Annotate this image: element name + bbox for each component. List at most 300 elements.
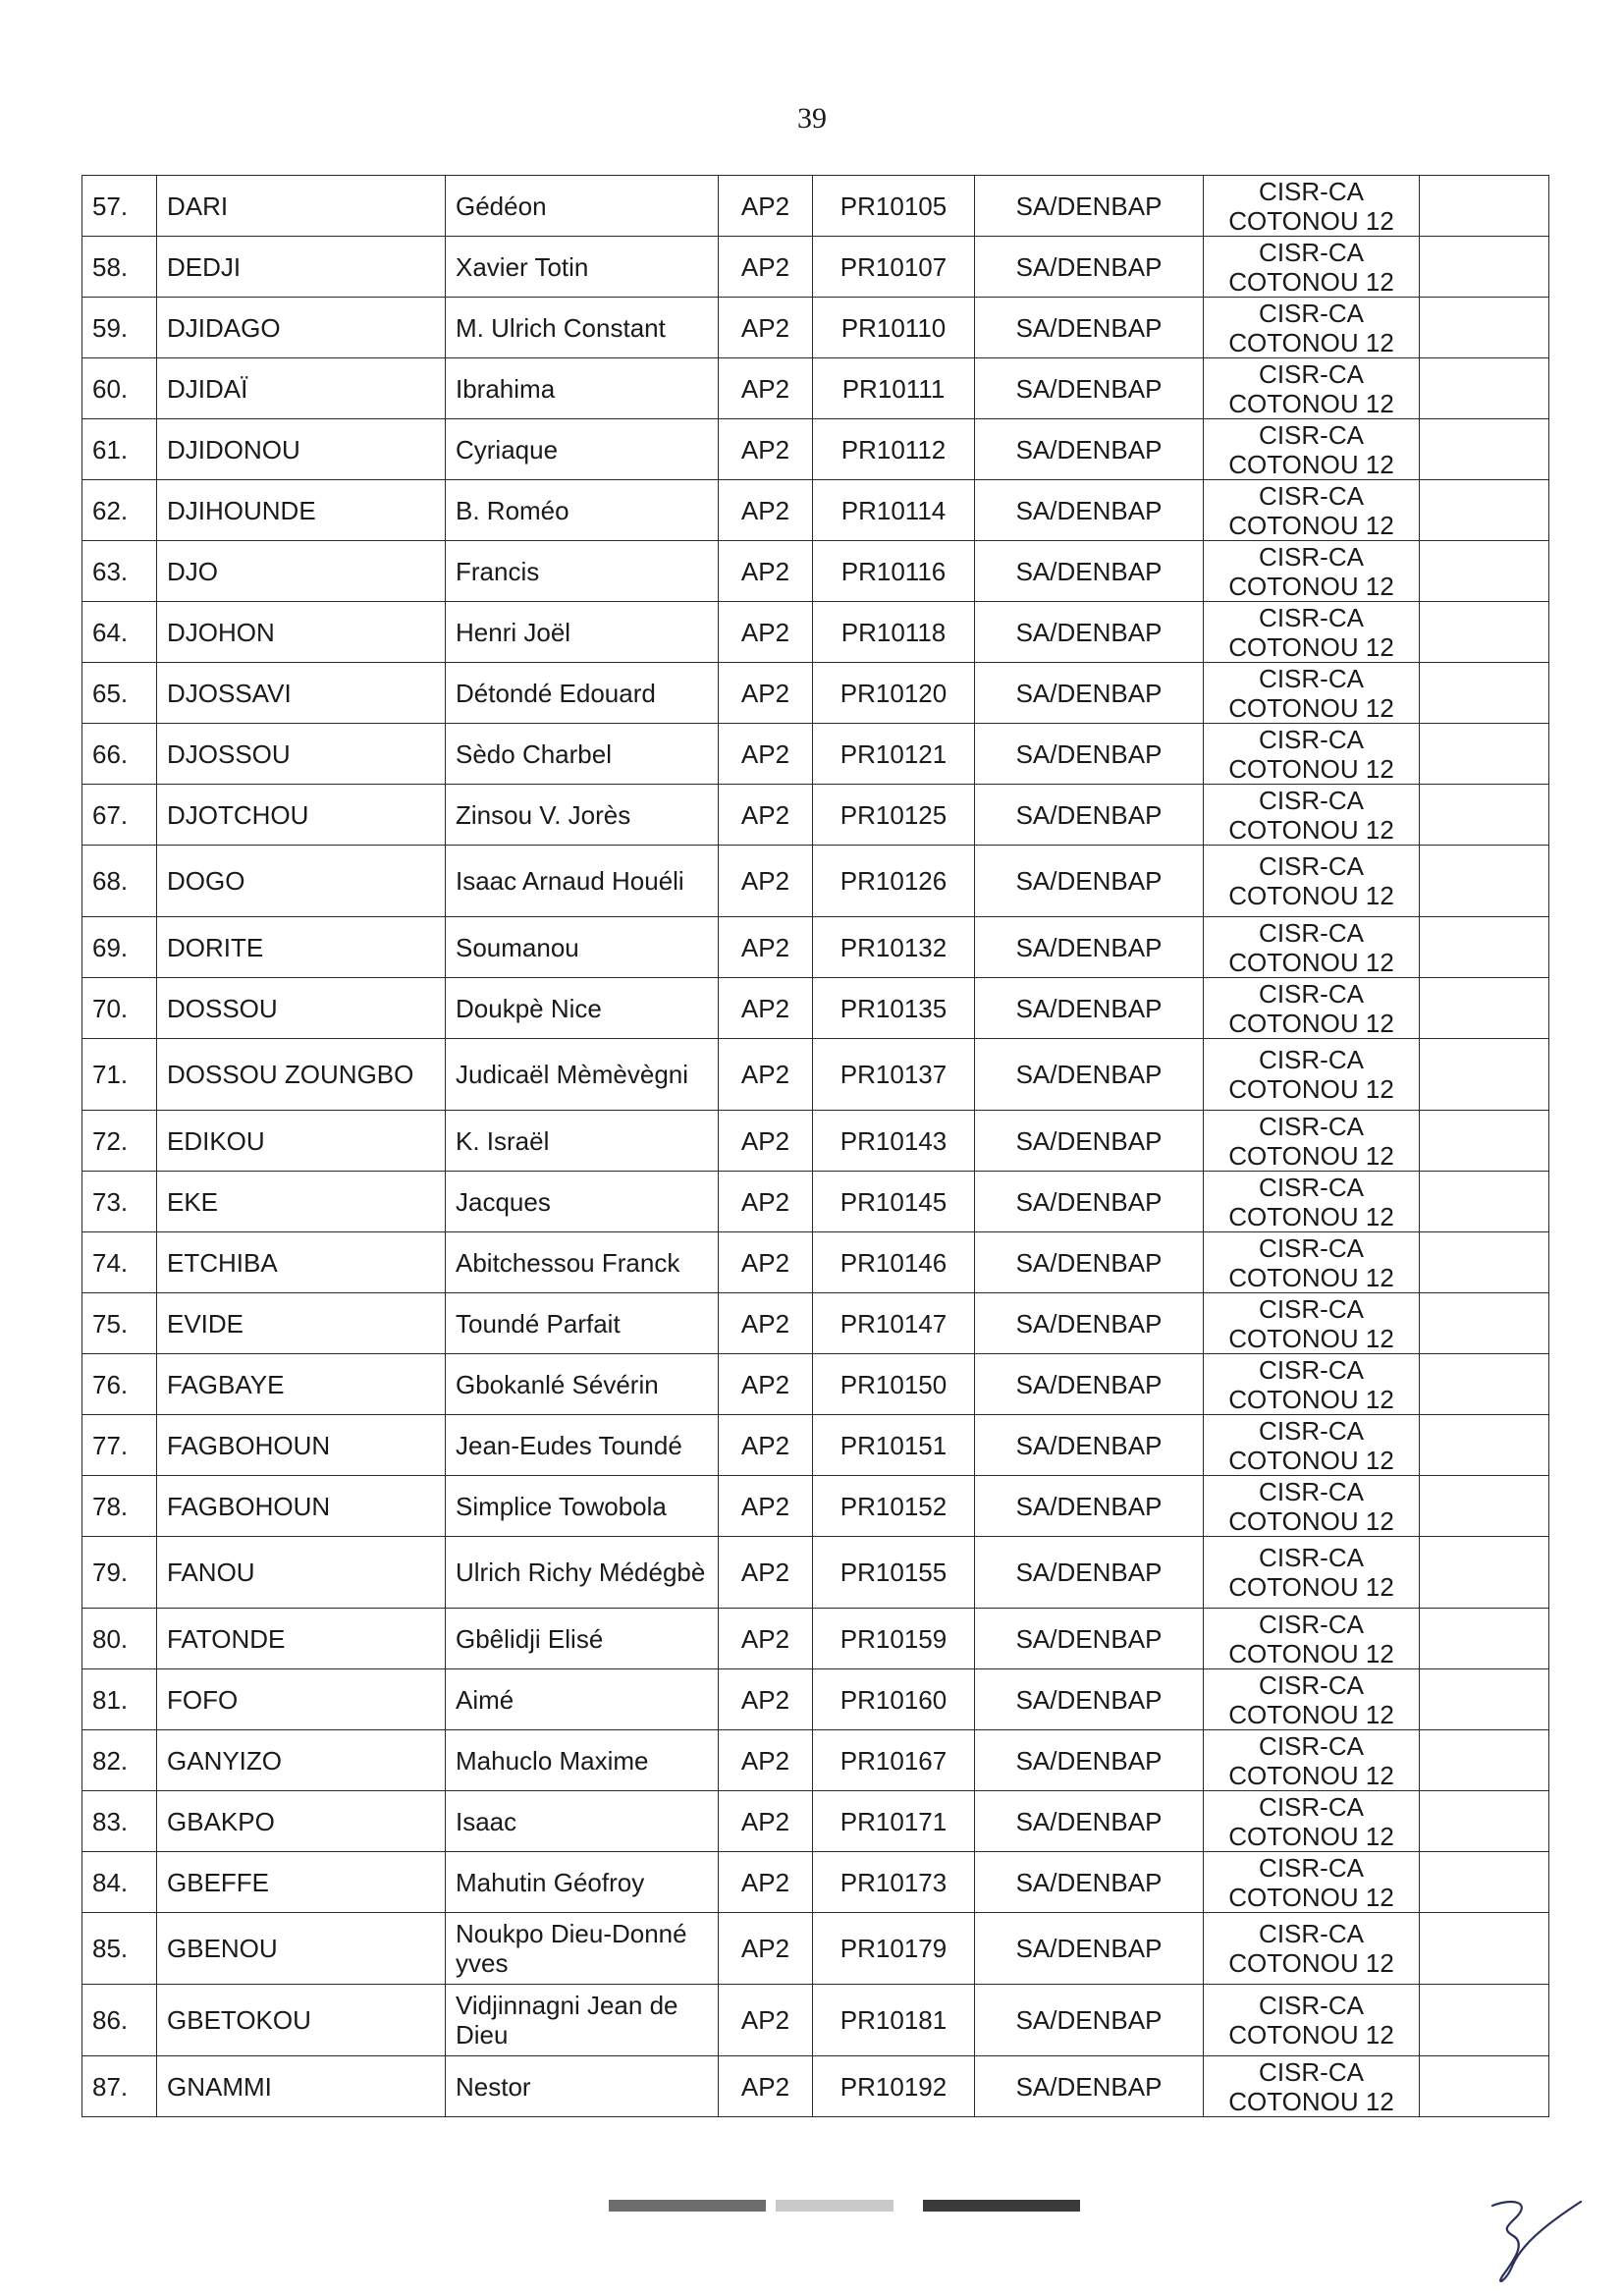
direction-cell: SA/DENBAP bbox=[975, 1609, 1204, 1669]
centre-cell bbox=[1204, 978, 1420, 1039]
category-cell: AP2 bbox=[719, 1232, 813, 1293]
category-cell: AP2 bbox=[719, 1111, 813, 1172]
centre-cell bbox=[1204, 1913, 1420, 1985]
firstnames-cell: B. Roméo bbox=[446, 480, 719, 541]
firstnames-cell: Isaac bbox=[446, 1791, 719, 1852]
centre-line: CISR-CA bbox=[1259, 663, 1364, 693]
matricule-cell: PR10125 bbox=[813, 785, 975, 846]
centre-line: CISR-CA bbox=[1259, 1045, 1364, 1074]
category-cell: AP2 bbox=[719, 1476, 813, 1537]
category-cell: AP2 bbox=[719, 1913, 813, 1985]
centre-line: CISR-CA bbox=[1259, 2056, 1364, 2087]
remark-cell bbox=[1420, 1669, 1549, 1730]
remark-cell bbox=[1420, 785, 1549, 846]
surname-cell: FANOU bbox=[157, 1537, 446, 1609]
remark-cell bbox=[1420, 419, 1549, 480]
row-number: 61. bbox=[82, 419, 157, 480]
firstnames-cell: Doukpè Nice bbox=[446, 978, 719, 1039]
centre-cell bbox=[1204, 1415, 1420, 1476]
surname-cell: GBEFFE bbox=[157, 1852, 446, 1913]
firstnames-cell: Soumanou bbox=[446, 917, 719, 978]
centre-cell bbox=[1204, 1985, 1420, 2056]
firstnames-cell: Nestor bbox=[446, 2056, 719, 2117]
table-row bbox=[82, 541, 1549, 602]
centre-cell bbox=[1204, 785, 1420, 846]
firstnames-cell: Jean-Eudes Toundé bbox=[446, 1415, 719, 1476]
remark-cell bbox=[1420, 1852, 1549, 1913]
table-row bbox=[82, 298, 1549, 358]
category-cell: AP2 bbox=[719, 1669, 813, 1730]
remark-cell bbox=[1420, 1039, 1549, 1111]
matricule-cell: PR10146 bbox=[813, 1232, 975, 1293]
matricule-cell: PR10121 bbox=[813, 724, 975, 785]
centre-line: CISR-CA bbox=[1259, 1415, 1364, 1446]
matricule-cell: PR10120 bbox=[813, 663, 975, 724]
row-number: 84. bbox=[82, 1852, 157, 1913]
surname-cell: DOGO bbox=[157, 846, 446, 917]
table-row bbox=[82, 1669, 1549, 1730]
centre-cell bbox=[1204, 1232, 1420, 1293]
table-row bbox=[82, 2056, 1549, 2117]
table-row bbox=[82, 419, 1549, 480]
remark-cell bbox=[1420, 1415, 1549, 1476]
matricule-cell: PR10145 bbox=[813, 1172, 975, 1232]
centre-line: CISR-CA bbox=[1259, 1293, 1364, 1324]
remark-cell bbox=[1420, 176, 1549, 237]
row-number: 64. bbox=[82, 602, 157, 663]
category-cell: AP2 bbox=[719, 602, 813, 663]
centre-cell bbox=[1204, 846, 1420, 917]
centre-line: COTONOU 12 bbox=[1228, 1638, 1394, 1668]
centre-cell bbox=[1204, 1791, 1420, 1852]
direction-cell: SA/DENBAP bbox=[975, 2056, 1204, 2117]
firstnames-cell: Francis bbox=[446, 541, 719, 602]
surname-cell: DEDJI bbox=[157, 237, 446, 298]
remark-cell bbox=[1420, 846, 1549, 917]
firstnames-cell: Judicaël Mèmèvègni bbox=[446, 1039, 719, 1111]
matricule-cell: PR10171 bbox=[813, 1791, 975, 1852]
remark-cell bbox=[1420, 1476, 1549, 1537]
firstnames-cell: Mahuclo Maxime bbox=[446, 1730, 719, 1791]
direction-cell: SA/DENBAP bbox=[975, 785, 1204, 846]
surname-cell: DJOHON bbox=[157, 602, 446, 663]
category-cell: AP2 bbox=[719, 237, 813, 298]
firstnames-cell: Toundé Parfait bbox=[446, 1293, 719, 1354]
centre-line: CISR-CA bbox=[1259, 1852, 1364, 1883]
firstnames-cell: Mahutin Géofroy bbox=[446, 1852, 719, 1913]
surname-cell: FOFO bbox=[157, 1669, 446, 1730]
row-number: 75. bbox=[82, 1293, 157, 1354]
firstnames-cell: Sèdo Charbel bbox=[446, 724, 719, 785]
firstnames-cell: Ulrich Richy Médégbè bbox=[446, 1537, 719, 1609]
row-number: 59. bbox=[82, 298, 157, 358]
matricule-cell: PR10116 bbox=[813, 541, 975, 602]
table-row bbox=[82, 480, 1549, 541]
row-number: 73. bbox=[82, 1172, 157, 1232]
centre-line: CISR-CA bbox=[1259, 1476, 1364, 1506]
category-cell: AP2 bbox=[719, 1415, 813, 1476]
surname-cell: DJOSSAVI bbox=[157, 663, 446, 724]
matricule-cell: PR10152 bbox=[813, 1476, 975, 1537]
centre-line: CISR-CA bbox=[1259, 1791, 1364, 1822]
centre-cell bbox=[1204, 541, 1420, 602]
row-number: 80. bbox=[82, 1609, 157, 1669]
firstnames-cell: Abitchessou Franck bbox=[446, 1232, 719, 1293]
centre-line: COTONOU 12 bbox=[1228, 1882, 1394, 1912]
direction-cell: SA/DENBAP bbox=[975, 480, 1204, 541]
centre-line: COTONOU 12 bbox=[1228, 631, 1394, 662]
table-row bbox=[82, 1232, 1549, 1293]
surname-cell: FATONDE bbox=[157, 1609, 446, 1669]
row-number: 68. bbox=[82, 846, 157, 917]
row-number: 60. bbox=[82, 358, 157, 419]
matricule-cell: PR10114 bbox=[813, 480, 975, 541]
centre-cell bbox=[1204, 602, 1420, 663]
centre-line: COTONOU 12 bbox=[1228, 947, 1394, 977]
centre-line: COTONOU 12 bbox=[1228, 1323, 1394, 1353]
direction-cell: SA/DENBAP bbox=[975, 846, 1204, 917]
surname-cell: EDIKOU bbox=[157, 1111, 446, 1172]
matricule-cell: PR10137 bbox=[813, 1039, 975, 1111]
matricule-cell: PR10179 bbox=[813, 1913, 975, 1985]
matricule-cell: PR10110 bbox=[813, 298, 975, 358]
row-number: 58. bbox=[82, 237, 157, 298]
table-row bbox=[82, 176, 1549, 237]
table-row bbox=[82, 1913, 1549, 1985]
matricule-cell: PR10147 bbox=[813, 1293, 975, 1354]
category-cell: AP2 bbox=[719, 1172, 813, 1232]
remark-cell bbox=[1420, 1232, 1549, 1293]
centre-cell bbox=[1204, 1609, 1420, 1669]
matricule-cell: PR10112 bbox=[813, 419, 975, 480]
centre-line: CISR-CA bbox=[1259, 298, 1364, 328]
centre-line: COTONOU 12 bbox=[1228, 1699, 1394, 1729]
remark-cell bbox=[1420, 1354, 1549, 1415]
centre-line: CISR-CA bbox=[1259, 917, 1364, 948]
direction-cell: SA/DENBAP bbox=[975, 1985, 1204, 2056]
table-row bbox=[82, 1354, 1549, 1415]
centre-cell bbox=[1204, 1111, 1420, 1172]
matricule-cell: PR10173 bbox=[813, 1852, 975, 1913]
direction-cell: SA/DENBAP bbox=[975, 541, 1204, 602]
table-row bbox=[82, 237, 1549, 298]
centre-line: COTONOU 12 bbox=[1228, 1201, 1394, 1231]
row-number: 62. bbox=[82, 480, 157, 541]
centre-cell bbox=[1204, 1354, 1420, 1415]
centre-line: CISR-CA bbox=[1259, 1232, 1364, 1263]
direction-cell: SA/DENBAP bbox=[975, 1354, 1204, 1415]
firstnames-cell: Simplice Towobola bbox=[446, 1476, 719, 1537]
centre-cell bbox=[1204, 298, 1420, 358]
row-number: 74. bbox=[82, 1232, 157, 1293]
surname-cell: GBETOKOU bbox=[157, 1985, 446, 2056]
centre-line: COTONOU 12 bbox=[1228, 1074, 1394, 1104]
centre-cell bbox=[1204, 724, 1420, 785]
table-row bbox=[82, 1537, 1549, 1609]
category-cell: AP2 bbox=[719, 785, 813, 846]
matricule-cell: PR10192 bbox=[813, 2056, 975, 2117]
remark-cell bbox=[1420, 724, 1549, 785]
category-cell: AP2 bbox=[719, 1730, 813, 1791]
centre-line: CISR-CA bbox=[1259, 1172, 1364, 1202]
centre-line: CISR-CA bbox=[1259, 1991, 1364, 2020]
centre-line: CISR-CA bbox=[1259, 358, 1364, 389]
remark-cell bbox=[1420, 1791, 1549, 1852]
table-row bbox=[82, 1791, 1549, 1852]
table-row bbox=[82, 1415, 1549, 1476]
surname-cell: DJIHOUNDE bbox=[157, 480, 446, 541]
centre-line: CISR-CA bbox=[1259, 1354, 1364, 1385]
table-row bbox=[82, 1985, 1549, 2056]
personnel-table bbox=[81, 175, 1549, 2117]
direction-cell: SA/DENBAP bbox=[975, 663, 1204, 724]
centre-line: COTONOU 12 bbox=[1228, 2086, 1394, 2116]
remark-cell bbox=[1420, 1913, 1549, 1985]
centre-line: CISR-CA bbox=[1259, 1111, 1364, 1141]
matricule-cell: PR10167 bbox=[813, 1730, 975, 1791]
matricule-cell: PR10150 bbox=[813, 1354, 975, 1415]
row-number: 66. bbox=[82, 724, 157, 785]
remark-cell bbox=[1420, 2056, 1549, 2117]
remark-cell bbox=[1420, 663, 1549, 724]
table-row bbox=[82, 917, 1549, 978]
centre-cell bbox=[1204, 1293, 1420, 1354]
surname-cell: GANYIZO bbox=[157, 1730, 446, 1791]
row-number: 77. bbox=[82, 1415, 157, 1476]
centre-cell bbox=[1204, 1476, 1420, 1537]
category-cell: AP2 bbox=[719, 541, 813, 602]
matricule-cell: PR10181 bbox=[813, 1985, 975, 2056]
direction-cell: SA/DENBAP bbox=[975, 419, 1204, 480]
matricule-cell: PR10111 bbox=[813, 358, 975, 419]
row-number: 76. bbox=[82, 1354, 157, 1415]
direction-cell: SA/DENBAP bbox=[975, 1476, 1204, 1537]
centre-line: COTONOU 12 bbox=[1228, 814, 1394, 845]
centre-line: COTONOU 12 bbox=[1228, 1572, 1394, 1602]
table-row bbox=[82, 1039, 1549, 1111]
direction-cell: SA/DENBAP bbox=[975, 1791, 1204, 1852]
surname-cell: DJIDONOU bbox=[157, 419, 446, 480]
direction-cell: SA/DENBAP bbox=[975, 1730, 1204, 1791]
category-cell: AP2 bbox=[719, 1985, 813, 2056]
remark-cell bbox=[1420, 1172, 1549, 1232]
row-number: 85. bbox=[82, 1913, 157, 1985]
centre-line: CISR-CA bbox=[1259, 1669, 1364, 1700]
centre-line: CISR-CA bbox=[1259, 419, 1364, 450]
firstnames-cell: Détondé Edouard bbox=[446, 663, 719, 724]
matricule-cell: PR10151 bbox=[813, 1415, 975, 1476]
firstnames-cell: Gbêlidji Elisé bbox=[446, 1609, 719, 1669]
table-row bbox=[82, 1172, 1549, 1232]
surname-cell: DOSSOU ZOUNGBO bbox=[157, 1039, 446, 1111]
surname-cell: GNAMMI bbox=[157, 2056, 446, 2117]
firstnames-cell: Cyriaque bbox=[446, 419, 719, 480]
remark-cell bbox=[1420, 480, 1549, 541]
surname-cell: FAGBAYE bbox=[157, 1354, 446, 1415]
row-number: 86. bbox=[82, 1985, 157, 2056]
centre-line: COTONOU 12 bbox=[1228, 1821, 1394, 1851]
matricule-cell: PR10132 bbox=[813, 917, 975, 978]
centre-line: COTONOU 12 bbox=[1228, 881, 1394, 910]
surname-cell: DJOSSOU bbox=[157, 724, 446, 785]
category-cell: AP2 bbox=[719, 480, 813, 541]
centre-line: COTONOU 12 bbox=[1228, 510, 1394, 540]
surname-cell: DOSSOU bbox=[157, 978, 446, 1039]
category-cell: AP2 bbox=[719, 1852, 813, 1913]
centre-line: CISR-CA bbox=[1259, 1919, 1364, 1948]
table-row bbox=[82, 602, 1549, 663]
centre-line: COTONOU 12 bbox=[1228, 266, 1394, 297]
direction-cell: SA/DENBAP bbox=[975, 1232, 1204, 1293]
table-row bbox=[82, 785, 1549, 846]
remark-cell bbox=[1420, 237, 1549, 298]
firstnames-cell: Ibrahima bbox=[446, 358, 719, 419]
scan-artifact-bar bbox=[923, 2200, 1080, 2212]
remark-cell bbox=[1420, 1730, 1549, 1791]
category-cell: AP2 bbox=[719, 1791, 813, 1852]
direction-cell: SA/DENBAP bbox=[975, 1039, 1204, 1111]
row-number: 83. bbox=[82, 1791, 157, 1852]
centre-cell bbox=[1204, 917, 1420, 978]
centre-line: CISR-CA bbox=[1259, 724, 1364, 754]
centre-line: COTONOU 12 bbox=[1228, 1505, 1394, 1536]
firstnames-cell: Henri Joël bbox=[446, 602, 719, 663]
centre-line: COTONOU 12 bbox=[1228, 205, 1394, 236]
table-row bbox=[82, 1111, 1549, 1172]
surname-cell: DARI bbox=[157, 176, 446, 237]
direction-cell: SA/DENBAP bbox=[975, 1172, 1204, 1232]
direction-cell: SA/DENBAP bbox=[975, 1852, 1204, 1913]
centre-cell bbox=[1204, 1852, 1420, 1913]
row-number: 71. bbox=[82, 1039, 157, 1111]
category-cell: AP2 bbox=[719, 663, 813, 724]
surname-cell: DJIDAGO bbox=[157, 298, 446, 358]
direction-cell: SA/DENBAP bbox=[975, 358, 1204, 419]
centre-line: CISR-CA bbox=[1259, 541, 1364, 572]
direction-cell: SA/DENBAP bbox=[975, 602, 1204, 663]
category-cell: AP2 bbox=[719, 2056, 813, 2117]
row-number: 57. bbox=[82, 176, 157, 237]
direction-cell: SA/DENBAP bbox=[975, 1537, 1204, 1609]
table-row bbox=[82, 663, 1549, 724]
centre-line: COTONOU 12 bbox=[1228, 388, 1394, 418]
centre-line: CISR-CA bbox=[1259, 1609, 1364, 1639]
row-number: 81. bbox=[82, 1669, 157, 1730]
table-row bbox=[82, 1730, 1549, 1791]
firstnames-cell: M. Ulrich Constant bbox=[446, 298, 719, 358]
table-row bbox=[82, 1609, 1549, 1669]
matricule-cell: PR10126 bbox=[813, 846, 975, 917]
category-cell: AP2 bbox=[719, 419, 813, 480]
centre-cell bbox=[1204, 358, 1420, 419]
centre-line: COTONOU 12 bbox=[1228, 1140, 1394, 1171]
surname-cell: DORITE bbox=[157, 917, 446, 978]
centre-line: COTONOU 12 bbox=[1228, 2020, 1394, 2050]
category-cell: AP2 bbox=[719, 1039, 813, 1111]
centre-line: COTONOU 12 bbox=[1228, 1760, 1394, 1790]
remark-cell bbox=[1420, 917, 1549, 978]
centre-line: COTONOU 12 bbox=[1228, 1384, 1394, 1414]
category-cell: AP2 bbox=[719, 1354, 813, 1415]
direction-cell: SA/DENBAP bbox=[975, 1669, 1204, 1730]
remark-cell bbox=[1420, 1609, 1549, 1669]
page-number: 39 bbox=[797, 102, 827, 135]
centre-line: COTONOU 12 bbox=[1228, 1262, 1394, 1292]
remark-cell bbox=[1420, 358, 1549, 419]
surname-cell: DJOTCHOU bbox=[157, 785, 446, 846]
table-row bbox=[82, 358, 1549, 419]
surname-cell: ETCHIBA bbox=[157, 1232, 446, 1293]
surname-cell: GBENOU bbox=[157, 1913, 446, 1985]
firstnames-cell: Gbokanlé Sévérin bbox=[446, 1354, 719, 1415]
centre-line: COTONOU 12 bbox=[1228, 753, 1394, 784]
table-row bbox=[82, 1476, 1549, 1537]
category-cell: AP2 bbox=[719, 176, 813, 237]
table-row bbox=[82, 978, 1549, 1039]
surname-cell: DJIDAÏ bbox=[157, 358, 446, 419]
row-number: 65. bbox=[82, 663, 157, 724]
matricule-cell: PR10159 bbox=[813, 1609, 975, 1669]
remark-cell bbox=[1420, 1985, 1549, 2056]
remark-cell bbox=[1420, 602, 1549, 663]
centre-cell bbox=[1204, 176, 1420, 237]
centre-line: CISR-CA bbox=[1259, 978, 1364, 1009]
firstnames-cell: Aimé bbox=[446, 1669, 719, 1730]
direction-cell: SA/DENBAP bbox=[975, 1111, 1204, 1172]
direction-cell: SA/DENBAP bbox=[975, 724, 1204, 785]
matricule-cell: PR10160 bbox=[813, 1669, 975, 1730]
category-cell: AP2 bbox=[719, 724, 813, 785]
centre-cell bbox=[1204, 2056, 1420, 2117]
row-number: 63. bbox=[82, 541, 157, 602]
centre-cell bbox=[1204, 419, 1420, 480]
category-cell: AP2 bbox=[719, 358, 813, 419]
remark-cell bbox=[1420, 1111, 1549, 1172]
row-number: 87. bbox=[82, 2056, 157, 2117]
table-body bbox=[82, 176, 1549, 2117]
surname-cell: EVIDE bbox=[157, 1293, 446, 1354]
firstnames-cell: Isaac Arnaud Houéli bbox=[446, 846, 719, 917]
direction-cell: SA/DENBAP bbox=[975, 978, 1204, 1039]
firstnames-cell: Gédéon bbox=[446, 176, 719, 237]
row-number: 78. bbox=[82, 1476, 157, 1537]
matricule-cell: PR10118 bbox=[813, 602, 975, 663]
matricule-cell: PR10135 bbox=[813, 978, 975, 1039]
row-number: 70. bbox=[82, 978, 157, 1039]
centre-line: CISR-CA bbox=[1259, 176, 1364, 206]
firstnames-cell: K. Israël bbox=[446, 1111, 719, 1172]
remark-cell bbox=[1420, 1537, 1549, 1609]
category-cell: AP2 bbox=[719, 1609, 813, 1669]
centre-line: COTONOU 12 bbox=[1228, 1008, 1394, 1038]
surname-cell: FAGBOHOUN bbox=[157, 1476, 446, 1537]
centre-line: CISR-CA bbox=[1259, 237, 1364, 267]
firstnames-cell: Jacques bbox=[446, 1172, 719, 1232]
centre-line: COTONOU 12 bbox=[1228, 692, 1394, 723]
centre-cell bbox=[1204, 1172, 1420, 1232]
table-row bbox=[82, 724, 1549, 785]
direction-cell: SA/DENBAP bbox=[975, 1293, 1204, 1354]
surname-cell: DJO bbox=[157, 541, 446, 602]
direction-cell: SA/DENBAP bbox=[975, 237, 1204, 298]
centre-cell bbox=[1204, 1537, 1420, 1609]
handwritten-paraph-signature bbox=[1473, 2178, 1591, 2296]
remark-cell bbox=[1420, 541, 1549, 602]
centre-cell bbox=[1204, 480, 1420, 541]
direction-cell: SA/DENBAP bbox=[975, 1415, 1204, 1476]
firstnames-cell: Vidjinnagni Jean de Dieu bbox=[446, 1985, 719, 2056]
direction-cell: SA/DENBAP bbox=[975, 298, 1204, 358]
